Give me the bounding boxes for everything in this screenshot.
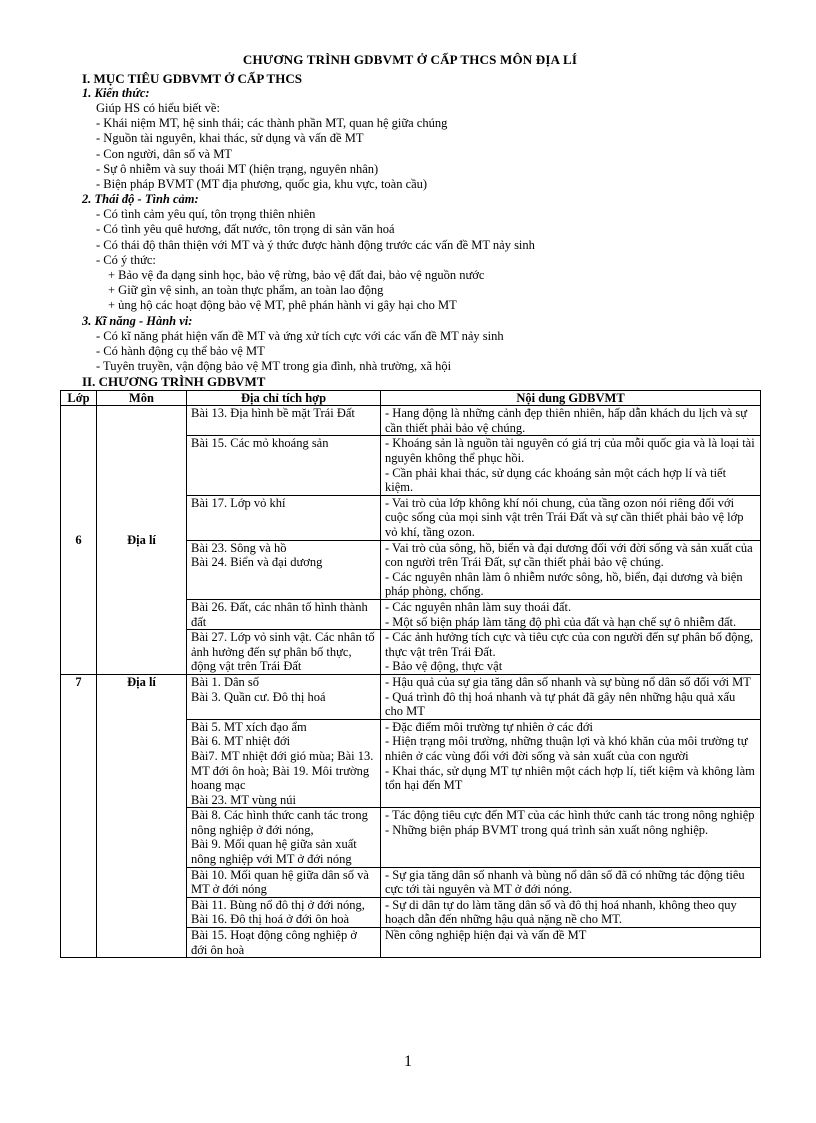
content-line: - Các nguyên nhân làm suy thoái đất. — [385, 599, 572, 614]
content-line: - Sự gia tăng dân số nhanh và bùng nổ dân số đã có những tác động tiêu cực tới tài nguyên và MT ở đới nóng. — [385, 867, 745, 897]
skills-heading: 3. Kĩ năng - Hành vi: — [82, 313, 193, 328]
content-cell — [381, 808, 761, 867]
header-subject: Môn — [97, 391, 187, 406]
skills-line: - Có hành động cụ thể bảo vệ MT — [96, 343, 265, 358]
knowledge-line: - Con người, dân số và MT — [96, 146, 232, 161]
skills-line: - Tuyên truyền, vận động bảo vệ MT trong gia đình, nhà trường, xã hội — [96, 359, 452, 374]
content-cell — [381, 630, 761, 675]
address-cell: Bài 15. Các mỏ khoáng sản — [187, 436, 381, 495]
knowledge-line: - Biện pháp BVMT (MT địa phương, quốc gia, khu vực, toàn cầu) — [96, 177, 428, 192]
attitude-line: - Có thái độ thân thiện với MT và ý thức được hành động trước các vấn đề MT nảy sinh — [96, 237, 535, 252]
content-cell — [381, 674, 761, 719]
knowledge-list — [60, 101, 760, 192]
content-cell — [381, 495, 761, 540]
content-line: - Vai trò của sông, hồ, biển và đại dương đối với đời sống và sản xuất của con người trên Trái Đất, sự cần thiết phải bảo vệ chúng. — [385, 540, 753, 570]
header-grade: Lớp — [61, 391, 97, 406]
attitude-line: - Có tình yêu quê hương, đất nước, tôn trọng di sản văn hoá — [96, 222, 395, 237]
knowledge-line: Giúp HS có hiểu biết về: — [96, 101, 220, 115]
address-cell: Bài 26. Đất, các nhân tố hình thành đất — [187, 599, 381, 629]
document-title: CHƯƠNG TRÌNH GDBVMT Ở CẤP THCS MÔN ĐỊA LÍ — [242, 52, 578, 67]
content-line: - Quá trình đô thị hoá nhanh và tự phát đã gây nên những hậu quả xấu cho MT — [385, 689, 736, 719]
content-cell — [381, 540, 761, 599]
content-line: - Các nguyên nhân làm ô nhiễm nước sông, hồ, biển, đại dương và biện pháp phòng, chống. — [385, 569, 743, 599]
content-cell — [381, 897, 761, 927]
address-cell: Bài 1. Dân số Bài 3. Quần cư. Đô thị hoá — [187, 674, 381, 719]
attitude-subline: + Bảo vệ đa dạng sinh học, bảo vệ rừng, bảo vệ đất đai, bảo vệ nguồn nước — [108, 268, 485, 283]
knowledge-line: - Nguồn tài nguyên, khai thác, sử dụng và vấn đề MT — [96, 131, 364, 146]
content-line: Nền công nghiệp hiện đại và vấn đề MT — [385, 928, 587, 943]
content-line: - Các ảnh hưởng tích cực và tiêu cực của con người đến sự phân bố động, thực vật trên Trái Đất. — [385, 630, 754, 659]
content-line: - Khai thác, sử dụng MT tự nhiên một cách hợp lí, tiết kiệm và không làm tổn hại đến MT — [385, 763, 755, 793]
document-page — [60, 52, 760, 958]
content-line: - Tác động tiêu cực đến MT của các hình thức canh tác trong nông nghiệp — [385, 808, 755, 823]
subject-cell: Địa lí — [97, 674, 187, 957]
curriculum-table — [60, 390, 761, 958]
address-cell: Bài 10. Mối quan hệ giữa dân số và MT ở đới nóng — [187, 867, 381, 897]
content-line: - Hậu quả của sự gia tăng dân số nhanh và sự bùng nổ dân số đối với MT — [385, 674, 751, 689]
skills-line: - Có kĩ năng phát hiện vấn đề MT và ứng xử tích cực với các vấn đề MT nảy sinh — [96, 328, 504, 343]
table-row — [61, 674, 761, 719]
header-address: Địa chỉ tích hợp — [187, 391, 381, 406]
address-cell: Bài 13. Địa hình bề mặt Trái Đất — [187, 406, 381, 436]
page-number: 1 — [404, 1053, 412, 1070]
table-header-row — [61, 391, 761, 406]
content-line: - Những biện pháp BVMT trong quá trình sản xuất nông nghiệp. — [385, 822, 709, 837]
knowledge-heading: 1. Kiến thức: — [82, 86, 150, 100]
content-line: - Một số biện pháp làm tăng độ phì của đất và hạn chế sự ô nhiễm đất. — [385, 614, 737, 629]
attitude-list — [60, 207, 760, 313]
grade-cell: 6 — [61, 406, 97, 675]
attitude-line: - Có ý thức: — [96, 252, 156, 267]
content-line: - Hiện trạng môi trường, những thuận lợi và khó khăn của môi trường tự nhiên ở các vùng đối với đời sống và sản xuất của con người — [385, 734, 748, 763]
content-line: - Hang động là những cảnh đẹp thiên nhiên, hấp dẫn khách du lịch và sự cần thiết phải bảo vệ chúng. — [385, 406, 748, 435]
content-cell — [381, 406, 761, 436]
address-cell: Bài 17. Lớp vỏ khí — [187, 495, 381, 540]
address-cell: Bài 15. Hoạt động công nghiệp ở đới ôn hoà — [187, 928, 381, 958]
knowledge-line: - Khái niệm MT, hệ sinh thái; các thành phần MT, quan hệ giữa chúng — [96, 116, 448, 131]
header-content: Nội dung GDBVMT — [381, 391, 761, 406]
content-line: - Bảo vệ động, thực vật — [385, 659, 503, 674]
address-cell: Bài 27. Lớp vỏ sinh vật. Các nhân tố ảnh hưởng đến sự phân bố thực, động vật trên Trái Đất — [187, 630, 381, 675]
section-1-heading: I. MỤC TIÊU GDBVMT Ở CẤP THCS — [82, 71, 302, 86]
content-line: - Vai trò của lớp không khí nói chung, của tầng ozon nói riêng đối với cuộc sống của mọi sinh vật trên Trái Đất và sự cần thiết phải bảo vệ lớp vỏ khí, tầng ozon. — [385, 495, 744, 539]
attitude-heading: 2. Thái độ - Tình cảm: — [82, 192, 199, 207]
table-row — [61, 406, 761, 436]
attitude-subline: + ủng hộ các hoạt động bảo vệ MT, phê phán hành vi gây hại cho MT — [108, 298, 457, 313]
skills-list — [60, 329, 760, 375]
content-line: - Khoáng sản là nguồn tài nguyên có giá trị của mỗi quốc gia và là loại tài nguyên không thể phục hồi. — [385, 436, 755, 466]
grade-cell: 7 — [61, 674, 97, 957]
address-cell: Bài 11. Bùng nổ đô thị ở đới nóng, Bài 16. Đô thị hoá ở đới ôn hoà — [187, 897, 381, 927]
content-cell — [381, 719, 761, 808]
content-cell — [381, 436, 761, 495]
attitude-line: - Có tình cảm yêu quí, tôn trọng thiên nhiên — [96, 207, 316, 222]
content-cell — [381, 867, 761, 897]
attitude-subline: + Giữ gìn vệ sinh, an toàn thực phẩm, an toàn lao động — [108, 283, 384, 298]
content-line: - Cần phải khai thác, sử dụng các khoáng sản một cách hợp lí và tiết kiệm. — [385, 465, 727, 495]
address-cell: Bài 23. Sông và hồ Bài 24. Biển và đại dương — [187, 540, 381, 599]
subject-cell: Địa lí — [97, 406, 187, 675]
content-line: - Sự di dân tự do làm tăng dân số và đô thị hoá nhanh, không theo quy hoạch dẫn đến những hậu quả nặng nề cho MT. — [385, 897, 737, 927]
address-cell: Bài 8. Các hình thức canh tác trong nông nghiệp ở đới nóng, Bài 9. Mối quan hệ giữa sản xuất nông nghiệp với MT ở đới nóng — [187, 808, 381, 867]
content-cell — [381, 928, 761, 958]
content-cell — [381, 599, 761, 629]
content-line: - Đặc điểm môi trường tự nhiên ở các đới — [385, 719, 593, 734]
section-2-heading: II. CHƯƠNG TRÌNH GDBVMT — [82, 374, 266, 390]
address-cell: Bài 5. MT xích đạo ẩm Bài 6. MT nhiệt đới Bài7. MT nhiệt đới gió mùa; Bài 13. MT đới ôn hoà; Bài 19. Môi trường hoang mạc Bài 23. MT vùng núi — [187, 719, 381, 808]
knowledge-line: - Sự ô nhiễm và suy thoái MT (hiện trạng, nguyên nhân) — [96, 161, 379, 176]
